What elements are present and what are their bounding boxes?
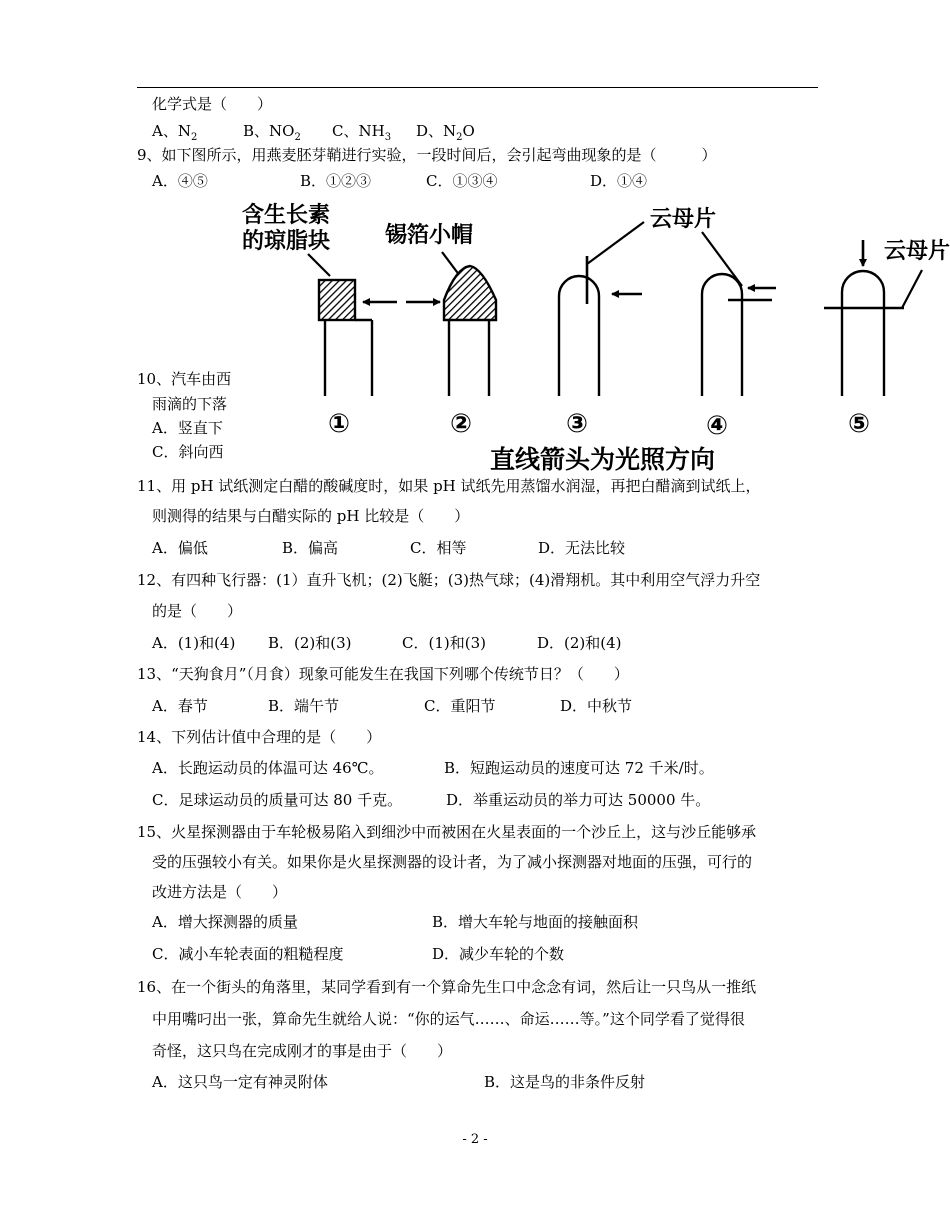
- q9-option-d: D．①④: [590, 172, 648, 190]
- q14-option-b: B．短跑运动员的速度可达 72 千米/时。: [444, 759, 714, 777]
- q13-option-b: B．端午节: [268, 697, 340, 715]
- q11-stem-line1: 11、用 pH 试纸测定白醋的酸碱度时，如果 pH 试纸先用蒸馏水润湿，再把白醋滴到试纸上，: [137, 477, 761, 495]
- q9-option-b: B．①②③: [300, 172, 372, 190]
- q13-option-d: D．中秋节: [560, 697, 633, 715]
- q15-stem-line2: 受的压强较小有关。如果你是火星探测器的设计者，为了减小探测器对地面的压强，可行的: [152, 853, 753, 871]
- num-3: ③: [566, 409, 589, 439]
- q15-option-a: A．增大探测器的质量: [152, 913, 298, 931]
- q14-option-d: D．举重运动员的举力可达 50000 牛。: [446, 791, 711, 809]
- q16-stem-line2: 中用嘴叼出一张，算命先生就给人说：“你的运气……、命运……等。”这个同学看了觉得很: [152, 1010, 745, 1028]
- q12-stem-line1: 12、有四种飞行器：(1）直升飞机；(2)飞艇；(3)热气球；(4)滑翔机。其中利用空气浮力升空: [137, 571, 761, 589]
- page-number: - 2 -: [462, 1132, 488, 1147]
- q12-option-d: D．(2)和(4): [537, 634, 622, 652]
- q15-stem-line1: 15、火星探测器由于车轮极易陷入到细沙中而被困在火星表面的一个沙丘上，这与沙丘能够承: [137, 823, 757, 841]
- q14-stem: 14、下列估计值中合理的是（ ）: [137, 728, 382, 746]
- q8-option-c: C、$NH_3$: [332, 122, 392, 143]
- q9-stem: 9、如下图所示，用燕麦胚芽鞘进行实验，一段时间后，会引起弯曲现象的是（ ）: [137, 146, 717, 164]
- q11-option-a: A．偏低: [152, 539, 208, 557]
- q10-option-c: C．斜向西: [152, 443, 224, 461]
- q13-option-a: A．春节: [152, 697, 208, 715]
- label-cap: 锡箔小帽: [385, 223, 474, 248]
- coleoptile-2: [406, 266, 496, 396]
- coleoptile-figure: [232, 196, 950, 478]
- q9-option-c: C．①③④: [426, 172, 498, 190]
- q12-stem-line2: 的是（ ）: [152, 602, 243, 620]
- q14-option-a: A．长跑运动员的体温可达 46℃。: [152, 759, 384, 777]
- q16-stem-line3: 奇怪，这只鸟在完成刚才的事是由于（ ）: [152, 1042, 453, 1060]
- label-agar-line1: 含生长素: [242, 203, 331, 228]
- q12-option-b: B．(2)和(3): [268, 634, 352, 652]
- coleoptile-3: [559, 256, 642, 396]
- q16-stem-line1: 16、在一个街头的角落里，某同学看到有一个算命先生口中念念有词，然后让一只鸟从一推纸: [137, 978, 757, 996]
- q16-option-b: B．这是鸟的非条件反射: [484, 1073, 646, 1091]
- q8-option-b: B、$NO_2$: [243, 122, 301, 143]
- q10-stem-line2: 雨滴的下落: [152, 395, 228, 413]
- q8-option-d: D、$N_2O$: [416, 122, 475, 143]
- q15-option-d: D．减少车轮的个数: [432, 945, 565, 963]
- label-agar-line2: 的琼脂块: [242, 229, 331, 254]
- q10-option-a: A．竖直下: [152, 419, 223, 437]
- q8-stem-cont: 化学式是（ ）: [152, 95, 273, 113]
- pointer-mica-b: [902, 270, 922, 308]
- header-rule: [137, 87, 818, 88]
- q12-option-a: A．(1)和(4): [152, 634, 236, 652]
- coleoptile-4: [702, 274, 776, 396]
- num-1: ①: [328, 409, 351, 439]
- q15-option-b: B．增大车轮与地面的接触面积: [432, 913, 639, 931]
- q12-option-c: C．(1)和(3): [402, 634, 486, 652]
- q15-option-c: C．减小车轮表面的粗糙程度: [152, 945, 344, 963]
- q16-option-a: A．这只鸟一定有神灵附体: [152, 1073, 328, 1091]
- q15-stem-line3: 改进方法是（ ）: [152, 883, 288, 901]
- q9-option-a: A．④⑤: [152, 172, 208, 190]
- num-5: ⑤: [848, 409, 871, 439]
- pointer-agar: [308, 254, 330, 276]
- q13-stem: 13、“天狗食月”（月食）现象可能发生在我国下列哪个传统节日？（ ）: [137, 665, 629, 683]
- q11-option-c: C．相等: [410, 539, 467, 557]
- q10-stem-line1: 10、汽车由西: [137, 370, 232, 388]
- coleoptile-1: [319, 280, 397, 396]
- pointer-cap: [442, 252, 460, 276]
- q13-option-c: C．重阳节: [424, 697, 496, 715]
- q11-option-d: D．无法比较: [538, 539, 626, 557]
- pointer-mica-a2: [702, 232, 742, 286]
- num-4: ④: [706, 411, 729, 441]
- q11-stem-line2: 则测得的结果与白醋实际的 pH 比较是（ ）: [152, 507, 470, 525]
- q8-option-a: A、$N_2$: [152, 122, 198, 143]
- pointer-mica-a1: [587, 222, 644, 264]
- label-mica-b: 云母片: [884, 239, 950, 264]
- q11-option-b: B．偏高: [282, 539, 339, 557]
- label-mica-a: 云母片: [650, 207, 717, 232]
- figure-caption: 直线箭头为光照方向: [490, 445, 716, 474]
- num-2: ②: [450, 409, 473, 439]
- q14-option-c: C．足球运动员的质量可达 80 千克。: [152, 791, 403, 809]
